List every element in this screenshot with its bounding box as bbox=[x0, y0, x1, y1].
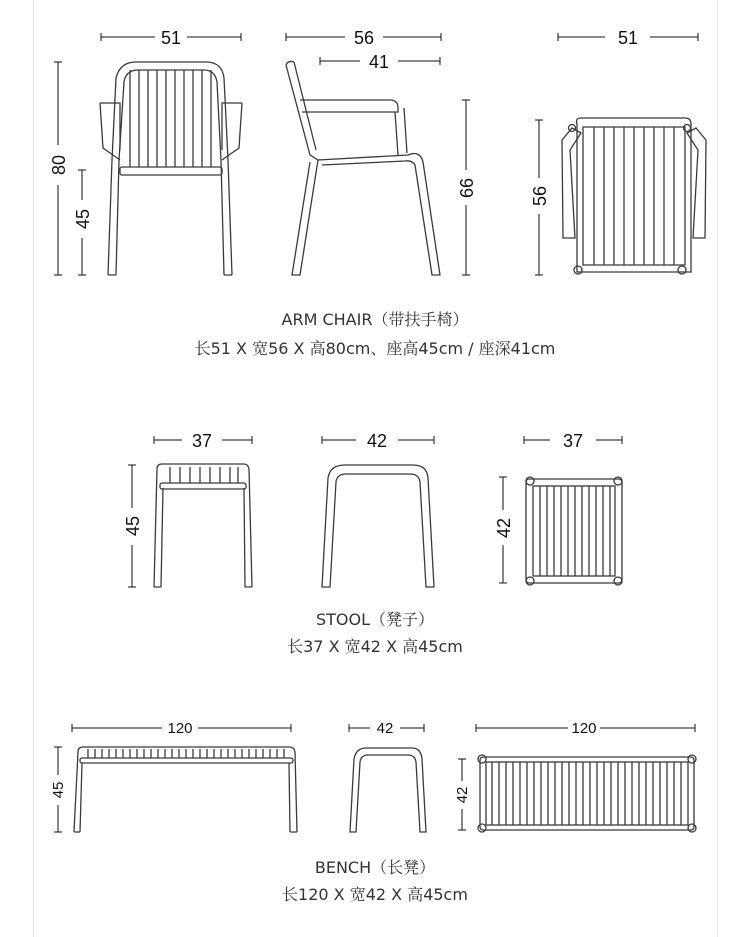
bench-front-view bbox=[74, 747, 297, 832]
bench-side-width-label: 42 bbox=[376, 720, 394, 737]
arm-chair-seat-height-label: 45 bbox=[73, 208, 93, 230]
bench-side-view bbox=[350, 748, 426, 832]
stool-top-width-label: 37 bbox=[562, 431, 584, 451]
arm-chair-title: ARM CHAIR（带扶手椅） bbox=[281, 310, 469, 329]
stool-spec: 长37 X 宽42 X 高45cm bbox=[287, 637, 463, 656]
stool-front-view bbox=[154, 464, 252, 587]
arm-chair-top-slats bbox=[594, 127, 674, 265]
stool-height-label: 45 bbox=[123, 515, 143, 537]
arm-chair-height-label: 80 bbox=[49, 154, 69, 176]
arm-chair-top-width-label: 51 bbox=[617, 28, 639, 48]
arm-chair-arm-height-label: 66 bbox=[457, 177, 477, 199]
bench-top-depth-label: 42 bbox=[454, 786, 471, 804]
bench-spec: 长120 X 宽42 X 高45cm bbox=[282, 885, 468, 904]
arm-chair-seat-depth-label: 41 bbox=[368, 52, 390, 72]
stool-side-view bbox=[322, 465, 434, 587]
bench-height-label: 45 bbox=[50, 781, 67, 799]
arm-chair-depth-label: 56 bbox=[353, 28, 375, 48]
bench-title: BENCH（长凳） bbox=[314, 858, 436, 877]
arm-chair-spec: 长51 X 宽56 X 高80cm、座高45cm / 座深41cm bbox=[194, 339, 556, 358]
arm-chair-front-view bbox=[100, 62, 242, 275]
arm-chair-side-view bbox=[286, 61, 440, 275]
stool-side-width-label: 42 bbox=[366, 431, 388, 451]
arm-chair-top-view bbox=[562, 118, 706, 274]
stool-top-view bbox=[526, 477, 622, 585]
bench-top-width-label: 120 bbox=[571, 720, 597, 737]
stool-title: STOOL（凳子） bbox=[315, 610, 435, 629]
bench-top-view bbox=[478, 755, 696, 832]
arm-chair-width-label: 51 bbox=[160, 28, 182, 48]
stool-top-depth-label: 42 bbox=[494, 517, 514, 539]
arm-chair-top-depth-label: 56 bbox=[530, 185, 550, 207]
bench-width-label: 120 bbox=[167, 720, 193, 737]
stool-width-label: 37 bbox=[191, 431, 213, 451]
arm-chair-front-slats bbox=[130, 70, 211, 167]
